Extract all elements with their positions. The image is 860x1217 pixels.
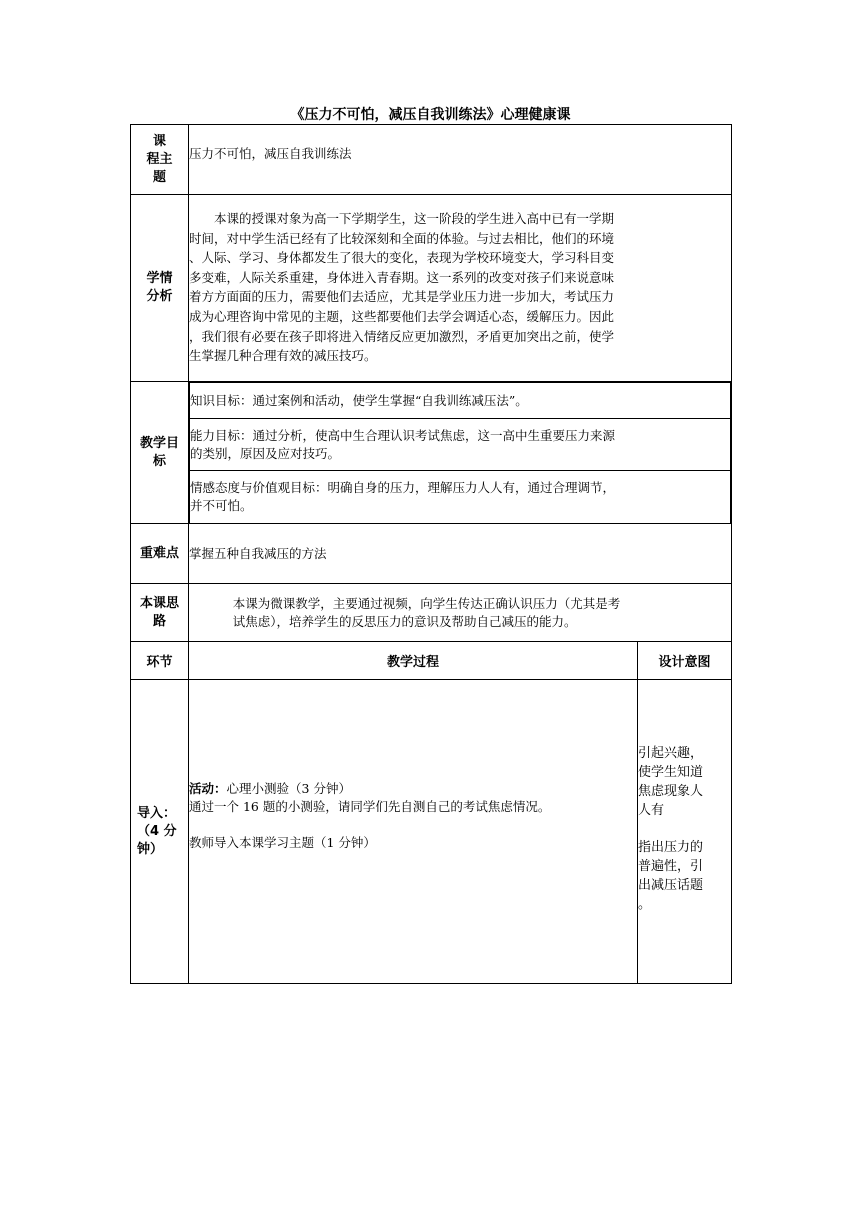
header-stage: 环节 [131,642,189,680]
intent-line: 普遍性，引 [638,859,704,874]
goal-ability-line: 的类别，原因及应对技巧。 [190,445,341,461]
approach-label-line: 本课思 [139,595,179,611]
intro-process [189,680,638,984]
activity-label: 活动： [189,780,227,796]
goal-ability [190,419,731,471]
analysis-line: 成为心理咨询中常见的主题，这些都要他们去学会调适心态，缓解压力。因此 [189,308,615,324]
intent-line: 人有 [638,803,665,818]
approach-line: 本课为微课教学，主要通过视频，向学生传达正确认识压力（尤其是考 [232,595,621,611]
topic-label-line: 题 [152,169,166,185]
analysis-content [189,195,732,382]
analysis-line: 时间，对中学生活已经有了比较深刻和全面的体验。与过去相比，他们的环境 [189,230,615,246]
goal-emotion-line: 并不可怕。 [190,497,253,513]
goals-label-line: 标 [152,453,166,469]
approach-label-line: 路 [152,613,166,629]
key-points-label [131,524,189,584]
analysis-label-line: 分析 [146,289,173,304]
lesson-plan-table [130,124,732,984]
goals-row [131,382,732,524]
activity-text: 心理小测验（3 分钟） [226,780,351,796]
page-title: 《压力不可怕，减压自我训练法》心理健康课 [290,107,571,123]
analysis-row [131,195,732,382]
topic-content [189,125,732,195]
goals-content [189,382,732,524]
intro-activity [189,780,637,798]
intro-label-line: （4 分 [137,823,177,839]
key-points-row [131,524,732,584]
analysis-line: 多变难，人际关系重建，身体进入青春期。这一系列的改变对孩子们来说意味 [189,269,615,285]
analysis-line: 着方方面面的压力，需要他们去适应，尤其是学业压力进一步加大，考试压力 [189,289,615,305]
topic-label-line: 程主 [146,151,173,167]
approach-row [131,584,732,642]
approach-content [189,584,732,642]
goal-emotion-line: 情感态度与价值观目标：明确自身的压力，理解压力人人有，通过合理调节， [190,479,616,495]
analysis-line: 、人际、学习、身体都发生了很大的变化，表现为学校环境变大，学习科目变 [189,250,615,266]
key-points-label-text: 重难点 [139,545,179,561]
key-points-content [189,524,732,584]
goals-label [131,382,189,524]
topic-row [131,125,732,195]
intro-label [131,680,189,984]
goal-ability-line: 能力目标：通过分析，使高中生合理认识考试焦虑，这一高中生重要压力来源 [190,427,616,443]
topic-label-line: 课 [152,133,166,149]
topic-text: 压力不可怕，减压自我训练法 [189,146,352,161]
goals-inner-table [189,382,731,523]
analysis-label [131,195,189,382]
analysis-line: 生掌握几种合理有效的减压技巧。 [189,348,377,364]
analysis-label-line: 学情 [146,271,173,286]
goals-label-line: 教学目 [139,435,179,451]
key-points-text: 掌握五种自我减压的方法 [189,545,327,561]
intro-row [131,680,732,984]
activity-description: 通过一个 16 题的小测验，请同学们先自测自己的考试焦虑情况。 [189,798,551,814]
intent-line: 出减压话题 [638,878,704,893]
header-process: 教学过程 [189,642,638,680]
intent-line: 使学生知道 [638,765,704,780]
analysis-line: ，我们很有必要在孩子即将进入情绪反应更加激烈，矛盾更加突出之前，使学 [189,328,615,344]
intro-intent [638,680,732,984]
analysis-line: 本课的授课对象为高一下学期学生，这一阶段的学生进入高中已有一学期 [214,211,615,226]
goal-emotion [190,471,731,523]
intent-line: 引起兴趣， [638,746,704,761]
goal-knowledge-line: 知识目标：通过案例和活动，使学生掌握“自我训练减压法”。 [190,392,528,408]
approach-label [131,584,189,642]
goal-knowledge [190,383,731,419]
process-header-row [131,642,732,680]
intro-label-line: 导入： [137,805,177,821]
intent-line: 。 [638,897,652,912]
teacher-intro: 教师导入本课学习主题（1 分钟） [189,834,376,850]
intent-line: 指出压力的 [638,840,704,855]
header-intent: 设计意图 [638,642,732,680]
topic-label [131,125,189,195]
intent-line: 焦虑现象人 [638,784,704,799]
approach-line: 试焦虑），培养学生的反思压力的意识及帮助自己减压的能力。 [232,613,577,629]
intro-label-line: 钟） [137,841,164,857]
